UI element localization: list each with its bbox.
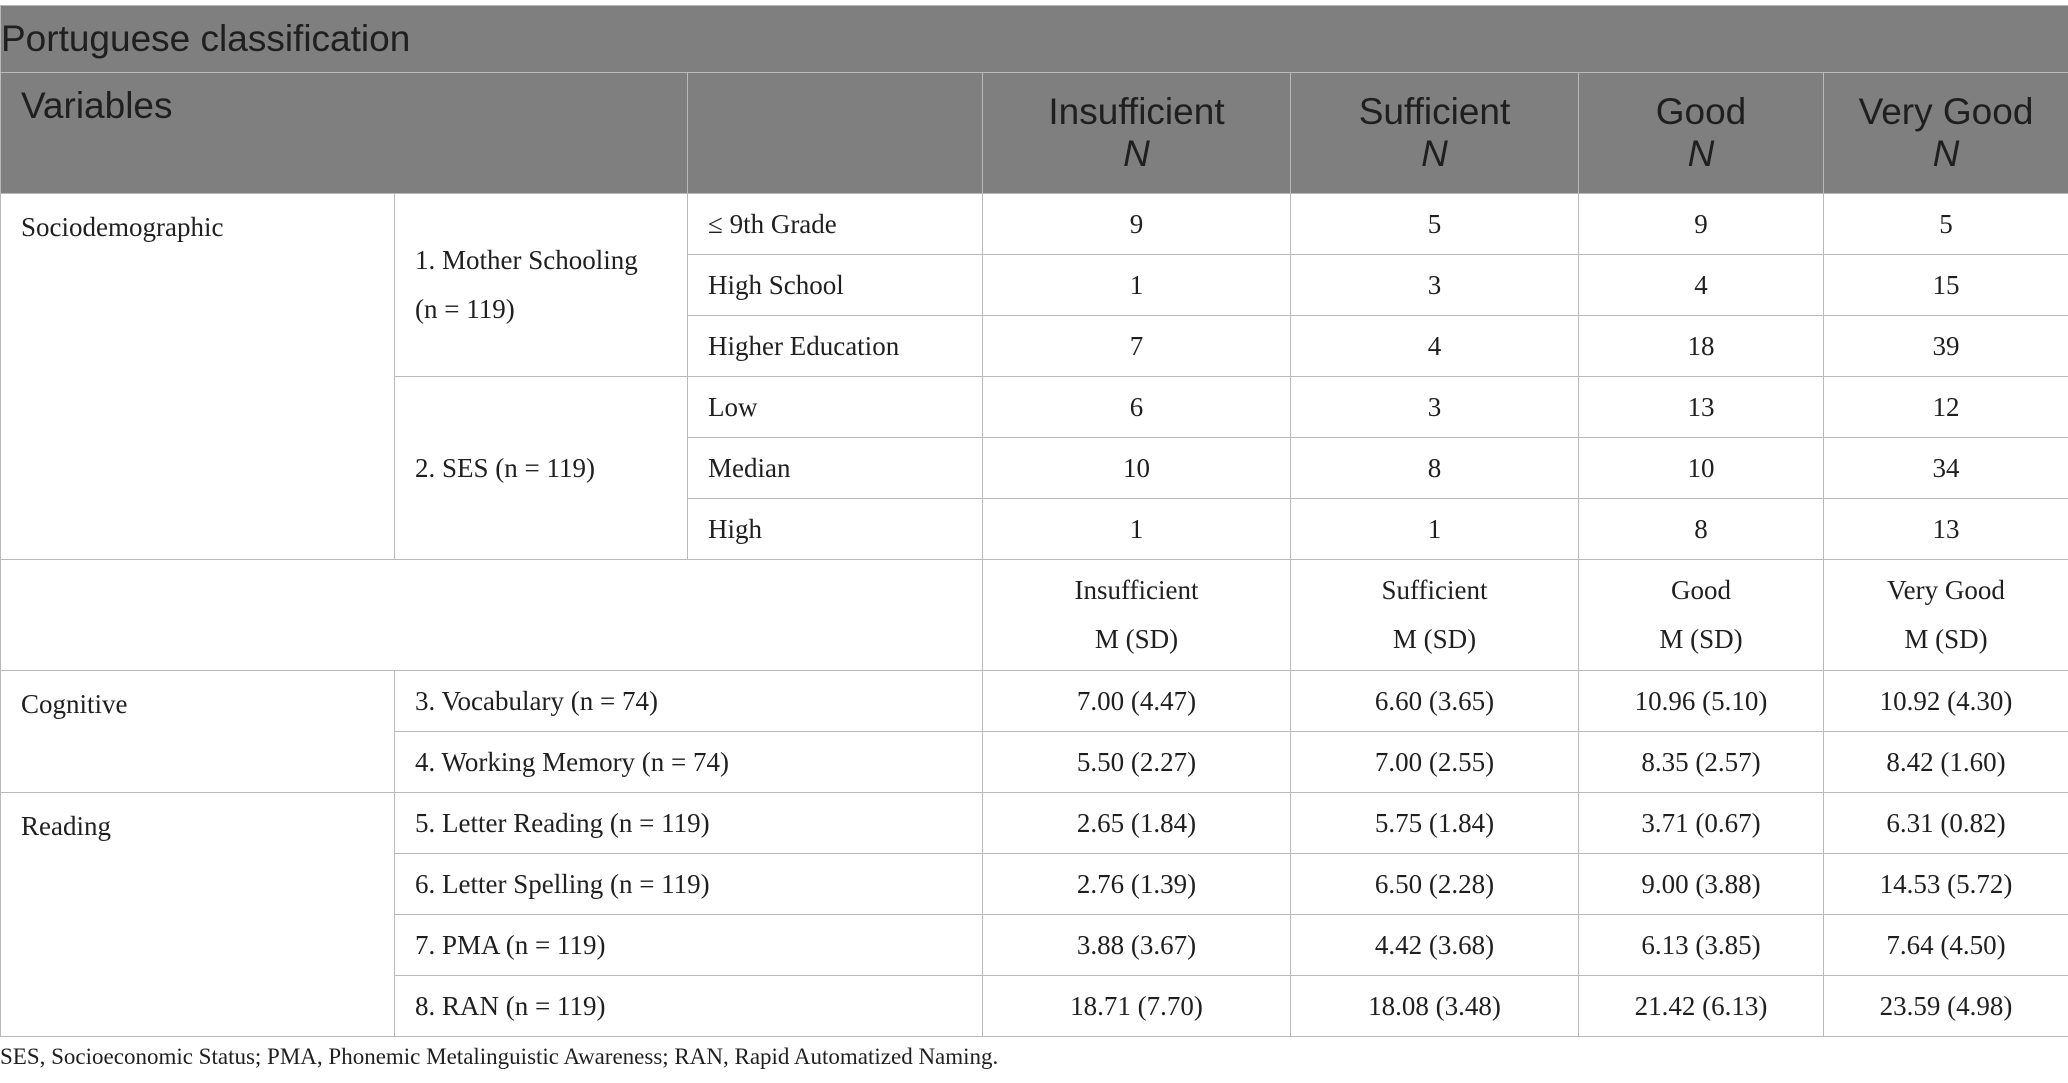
header-label: Sufficient — [1358, 91, 1511, 132]
mean-header-cell — [1291, 560, 1579, 671]
table-title: Portuguese classification — [1, 6, 2068, 73]
mean-header-label: Insufficient — [1074, 575, 1199, 605]
cell-value: 6.60 (3.65) — [1291, 671, 1579, 732]
cell-value: 18 — [1579, 316, 1824, 377]
cell-value: 15 — [1824, 255, 2068, 316]
cell-value: 13 — [1824, 499, 2068, 560]
cell-value: 2.65 (1.84) — [983, 793, 1291, 854]
cell-value: 23.59 (4.98) — [1824, 976, 2068, 1037]
row-label: Median — [688, 438, 983, 499]
mean-header-row — [1, 560, 2068, 671]
header-label: Very Good — [1858, 91, 2034, 132]
mean-header-label: Good — [1671, 575, 1731, 605]
header-row — [1, 73, 2068, 194]
cell-value: 4.42 (3.68) — [1291, 915, 1579, 976]
row-label: 8. RAN (n = 119) — [395, 976, 983, 1037]
ses-label: 2. SES (n = 119) — [395, 377, 688, 560]
header-sub: N — [1421, 133, 1448, 174]
cell-value: 10.92 (4.30) — [1824, 671, 2068, 732]
cell-value: 3 — [1291, 255, 1579, 316]
cell-value: 4 — [1579, 255, 1824, 316]
section-reading: Reading — [1, 793, 395, 1037]
mother-schooling-label — [395, 194, 688, 377]
cell-value: 6.31 (0.82) — [1824, 793, 2068, 854]
row-label: Low — [688, 377, 983, 438]
mean-header-blank — [1, 560, 983, 671]
mother-n: (n = 119) — [415, 294, 515, 324]
cell-value: 5.50 (2.27) — [983, 732, 1291, 793]
cell-value: 5.75 (1.84) — [1291, 793, 1579, 854]
cell-value: 12 — [1824, 377, 2068, 438]
cell-value: 39 — [1824, 316, 2068, 377]
cell-value: 13 — [1579, 377, 1824, 438]
cell-value: 3.88 (3.67) — [983, 915, 1291, 976]
cell-value: 3.71 (0.67) — [1579, 793, 1824, 854]
mean-header-cell — [1824, 560, 2068, 671]
cell-value: 6 — [983, 377, 1291, 438]
cell-value: 10 — [983, 438, 1291, 499]
cell-value: 7.00 (2.55) — [1291, 732, 1579, 793]
section-sociodemographic: Sociodemographic — [1, 194, 395, 560]
mean-header-label: Very Good — [1887, 575, 2005, 605]
header-label: Good — [1655, 91, 1747, 132]
table-row — [1, 793, 2068, 854]
cell-value: 9 — [1579, 194, 1824, 255]
cell-value: 21.42 (6.13) — [1579, 976, 1824, 1037]
header-blank — [688, 73, 983, 194]
cell-value: 10 — [1579, 438, 1824, 499]
cell-value: 2.76 (1.39) — [983, 854, 1291, 915]
row-label: 5. Letter Reading (n = 119) — [395, 793, 983, 854]
cell-value: 8.42 (1.60) — [1824, 732, 2068, 793]
row-label: ≤ 9th Grade — [688, 194, 983, 255]
cell-value: 5 — [1824, 194, 2068, 255]
cell-value: 3 — [1291, 377, 1579, 438]
row-label: High School — [688, 255, 983, 316]
mean-header-sub: M (SD) — [1392, 624, 1477, 654]
header-sub: N — [1687, 133, 1715, 174]
results-table — [0, 5, 2068, 1037]
cell-value: 5 — [1291, 194, 1579, 255]
cell-value: 7.00 (4.47) — [983, 671, 1291, 732]
mean-header-sub: M (SD) — [1094, 624, 1179, 654]
section-cognitive: Cognitive — [1, 671, 395, 793]
header-variables: Variables — [1, 73, 688, 194]
cell-value: 14.53 (5.72) — [1824, 854, 2068, 915]
header-sub: N — [1123, 133, 1150, 174]
cell-value: 8.35 (2.57) — [1579, 732, 1824, 793]
cell-value: 1 — [983, 255, 1291, 316]
cell-value: 18.08 (3.48) — [1291, 976, 1579, 1037]
cell-value: 9.00 (3.88) — [1579, 854, 1824, 915]
cell-value: 18.71 (7.70) — [983, 976, 1291, 1037]
mean-header-sub: M (SD) — [1904, 624, 1988, 654]
cell-value: 7.64 (4.50) — [1824, 915, 2068, 976]
row-label: High — [688, 499, 983, 560]
row-label: 3. Vocabulary (n = 74) — [395, 671, 983, 732]
table-title-row — [1, 6, 2068, 73]
cell-value: 8 — [1291, 438, 1579, 499]
cell-value: 10.96 (5.10) — [1579, 671, 1824, 732]
mean-header-cell — [1579, 560, 1824, 671]
mother-label: 1. Mother Schooling — [415, 245, 638, 275]
cell-value: 7 — [983, 316, 1291, 377]
cell-value: 9 — [983, 194, 1291, 255]
mean-header-cell — [983, 560, 1291, 671]
header-very-good — [1824, 73, 2068, 194]
row-label: 6. Letter Spelling (n = 119) — [395, 854, 983, 915]
header-good — [1579, 73, 1824, 194]
cell-value: 6.50 (2.28) — [1291, 854, 1579, 915]
cell-value: 1 — [983, 499, 1291, 560]
header-insufficient — [983, 73, 1291, 194]
header-sufficient — [1291, 73, 1579, 194]
table-row — [1, 194, 2068, 255]
mean-header-label: Sufficient — [1381, 575, 1488, 605]
row-label: 7. PMA (n = 119) — [395, 915, 983, 976]
cell-value: 34 — [1824, 438, 2068, 499]
cell-value: 8 — [1579, 499, 1824, 560]
cell-value: 1 — [1291, 499, 1579, 560]
header-sub: N — [1932, 133, 1960, 174]
mean-header-sub: M (SD) — [1659, 624, 1743, 654]
header-label: Insufficient — [1048, 91, 1225, 132]
cell-value: 6.13 (3.85) — [1579, 915, 1824, 976]
table-row — [1, 671, 2068, 732]
row-label: Higher Education — [688, 316, 983, 377]
table-footnote: SES, Socioeconomic Status; PMA, Phonemic Metalinguistic Awareness; RAN, Rapid Automatized Naming. — [0, 1044, 999, 1069]
row-label: 4. Working Memory (n = 74) — [395, 732, 983, 793]
cell-value: 4 — [1291, 316, 1579, 377]
